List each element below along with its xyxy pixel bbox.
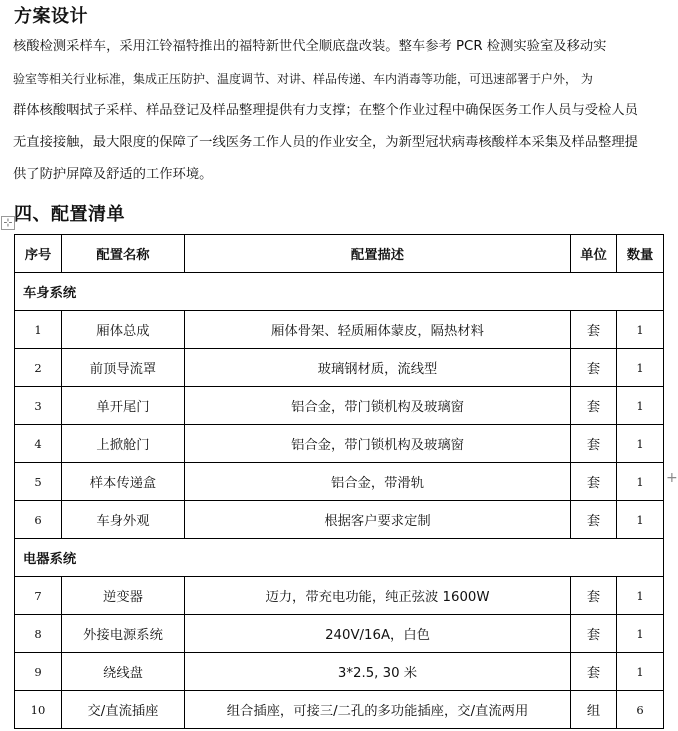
cell-name: 外接电源系统 [62, 615, 185, 653]
cell-unit: 组 [571, 691, 617, 729]
table-row [15, 577, 664, 615]
cell-desc: 迈力，带充电功能，纯正弦波 1600W [185, 577, 571, 615]
cell-desc: 玻璃钢材质，流线型 [185, 349, 571, 387]
section-heading-config: 四、配置清单 [14, 204, 125, 225]
table-row [15, 463, 664, 501]
cell-unit: 套 [571, 615, 617, 653]
paragraph-line-3: 群体核酸咽拭子采样、样品登记及样品整理提供有力支撑；在整个作业过程中确保医务工作人员与受检人员 [13, 103, 638, 118]
table-row [15, 425, 664, 463]
cell-qty: 6 [617, 691, 664, 729]
cell-name: 交/直流插座 [62, 691, 185, 729]
section-row-electrical [15, 539, 664, 577]
table-row [15, 387, 664, 425]
cell-unit: 套 [571, 349, 617, 387]
header-desc: 配置描述 [185, 235, 571, 273]
paragraph-line-4: 无直接接触，最大限度的保障了一线医务工作人员的作业安全，为新型冠状病毒核酸样本采集及样品整理提 [13, 135, 638, 150]
cell-unit: 套 [571, 577, 617, 615]
cell-unit: 套 [571, 311, 617, 349]
cell-unit: 套 [571, 501, 617, 539]
cell-desc: 铝合金，带滑轨 [185, 463, 571, 501]
cell-index: 10 [15, 691, 62, 729]
cell-qty: 1 [617, 577, 664, 615]
cell-index: 9 [15, 653, 62, 691]
table-move-handle-icon[interactable]: ⊹ [1, 216, 15, 230]
cell-name: 前顶导流罩 [62, 349, 185, 387]
cell-index: 4 [15, 425, 62, 463]
cell-unit: 套 [571, 387, 617, 425]
cell-qty: 1 [617, 653, 664, 691]
paragraph-line-5: 供了防护屏障及舒适的工作环境。 [13, 167, 213, 182]
cell-qty: 1 [617, 615, 664, 653]
cell-name: 单开尾门 [62, 387, 185, 425]
section-label-electrical: 电器系统 [15, 539, 664, 577]
cell-unit: 套 [571, 653, 617, 691]
header-unit: 单位 [571, 235, 617, 273]
cell-qty: 1 [617, 311, 664, 349]
table-add-column-icon[interactable]: + [666, 470, 678, 486]
header-name: 配置名称 [62, 235, 185, 273]
config-table [14, 234, 664, 729]
cell-qty: 1 [617, 463, 664, 501]
section-row-body [15, 273, 664, 311]
paragraph-line-2: 验室等相关行业标准，集成正压防护、温度调节、对讲、样品传递、车内消毒等功能，可迅速部署于户外， 为 [13, 72, 593, 86]
cell-desc: 组合插座，可接三/二孔的多功能插座，交/直流两用 [185, 691, 571, 729]
cell-name: 样本传递盒 [62, 463, 185, 501]
cell-index: 8 [15, 615, 62, 653]
cell-desc: 根据客户要求定制 [185, 501, 571, 539]
header-index: 序号 [15, 235, 62, 273]
cell-desc: 铝合金，带门锁机构及玻璃窗 [185, 387, 571, 425]
cell-index: 7 [15, 577, 62, 615]
cell-qty: 1 [617, 501, 664, 539]
table-row [15, 691, 664, 729]
cell-desc: 240V/16A，白色 [185, 615, 571, 653]
table-row [15, 615, 664, 653]
cell-qty: 1 [617, 349, 664, 387]
cell-index: 3 [15, 387, 62, 425]
cell-index: 1 [15, 311, 62, 349]
cell-name: 绕线盘 [62, 653, 185, 691]
cell-qty: 1 [617, 425, 664, 463]
table-row [15, 501, 664, 539]
cell-name: 上掀舱门 [62, 425, 185, 463]
table-row [15, 311, 664, 349]
cell-index: 6 [15, 501, 62, 539]
cell-desc: 厢体骨架、轻质厢体蒙皮，隔热材料 [185, 311, 571, 349]
table-row [15, 349, 664, 387]
cell-name: 车身外观 [62, 501, 185, 539]
section-heading-plan: 方案设计 [14, 6, 88, 27]
cell-qty: 1 [617, 387, 664, 425]
cell-name: 逆变器 [62, 577, 185, 615]
cell-unit: 套 [571, 463, 617, 501]
cell-name: 厢体总成 [62, 311, 185, 349]
table-row [15, 653, 664, 691]
paragraph-line-1: 核酸检测采样车，采用江铃福特推出的福特新世代全顺底盘改装。整车参考 PCR 检测实验室及移动实 [13, 39, 607, 54]
cell-index: 2 [15, 349, 62, 387]
table-header-row [15, 235, 664, 273]
cell-index: 5 [15, 463, 62, 501]
header-qty: 数量 [617, 235, 664, 273]
section-label-body: 车身系统 [15, 273, 664, 311]
cell-unit: 套 [571, 425, 617, 463]
cell-desc: 铝合金，带门锁机构及玻璃窗 [185, 425, 571, 463]
cell-desc: 3*2.5, 30 米 [185, 653, 571, 691]
